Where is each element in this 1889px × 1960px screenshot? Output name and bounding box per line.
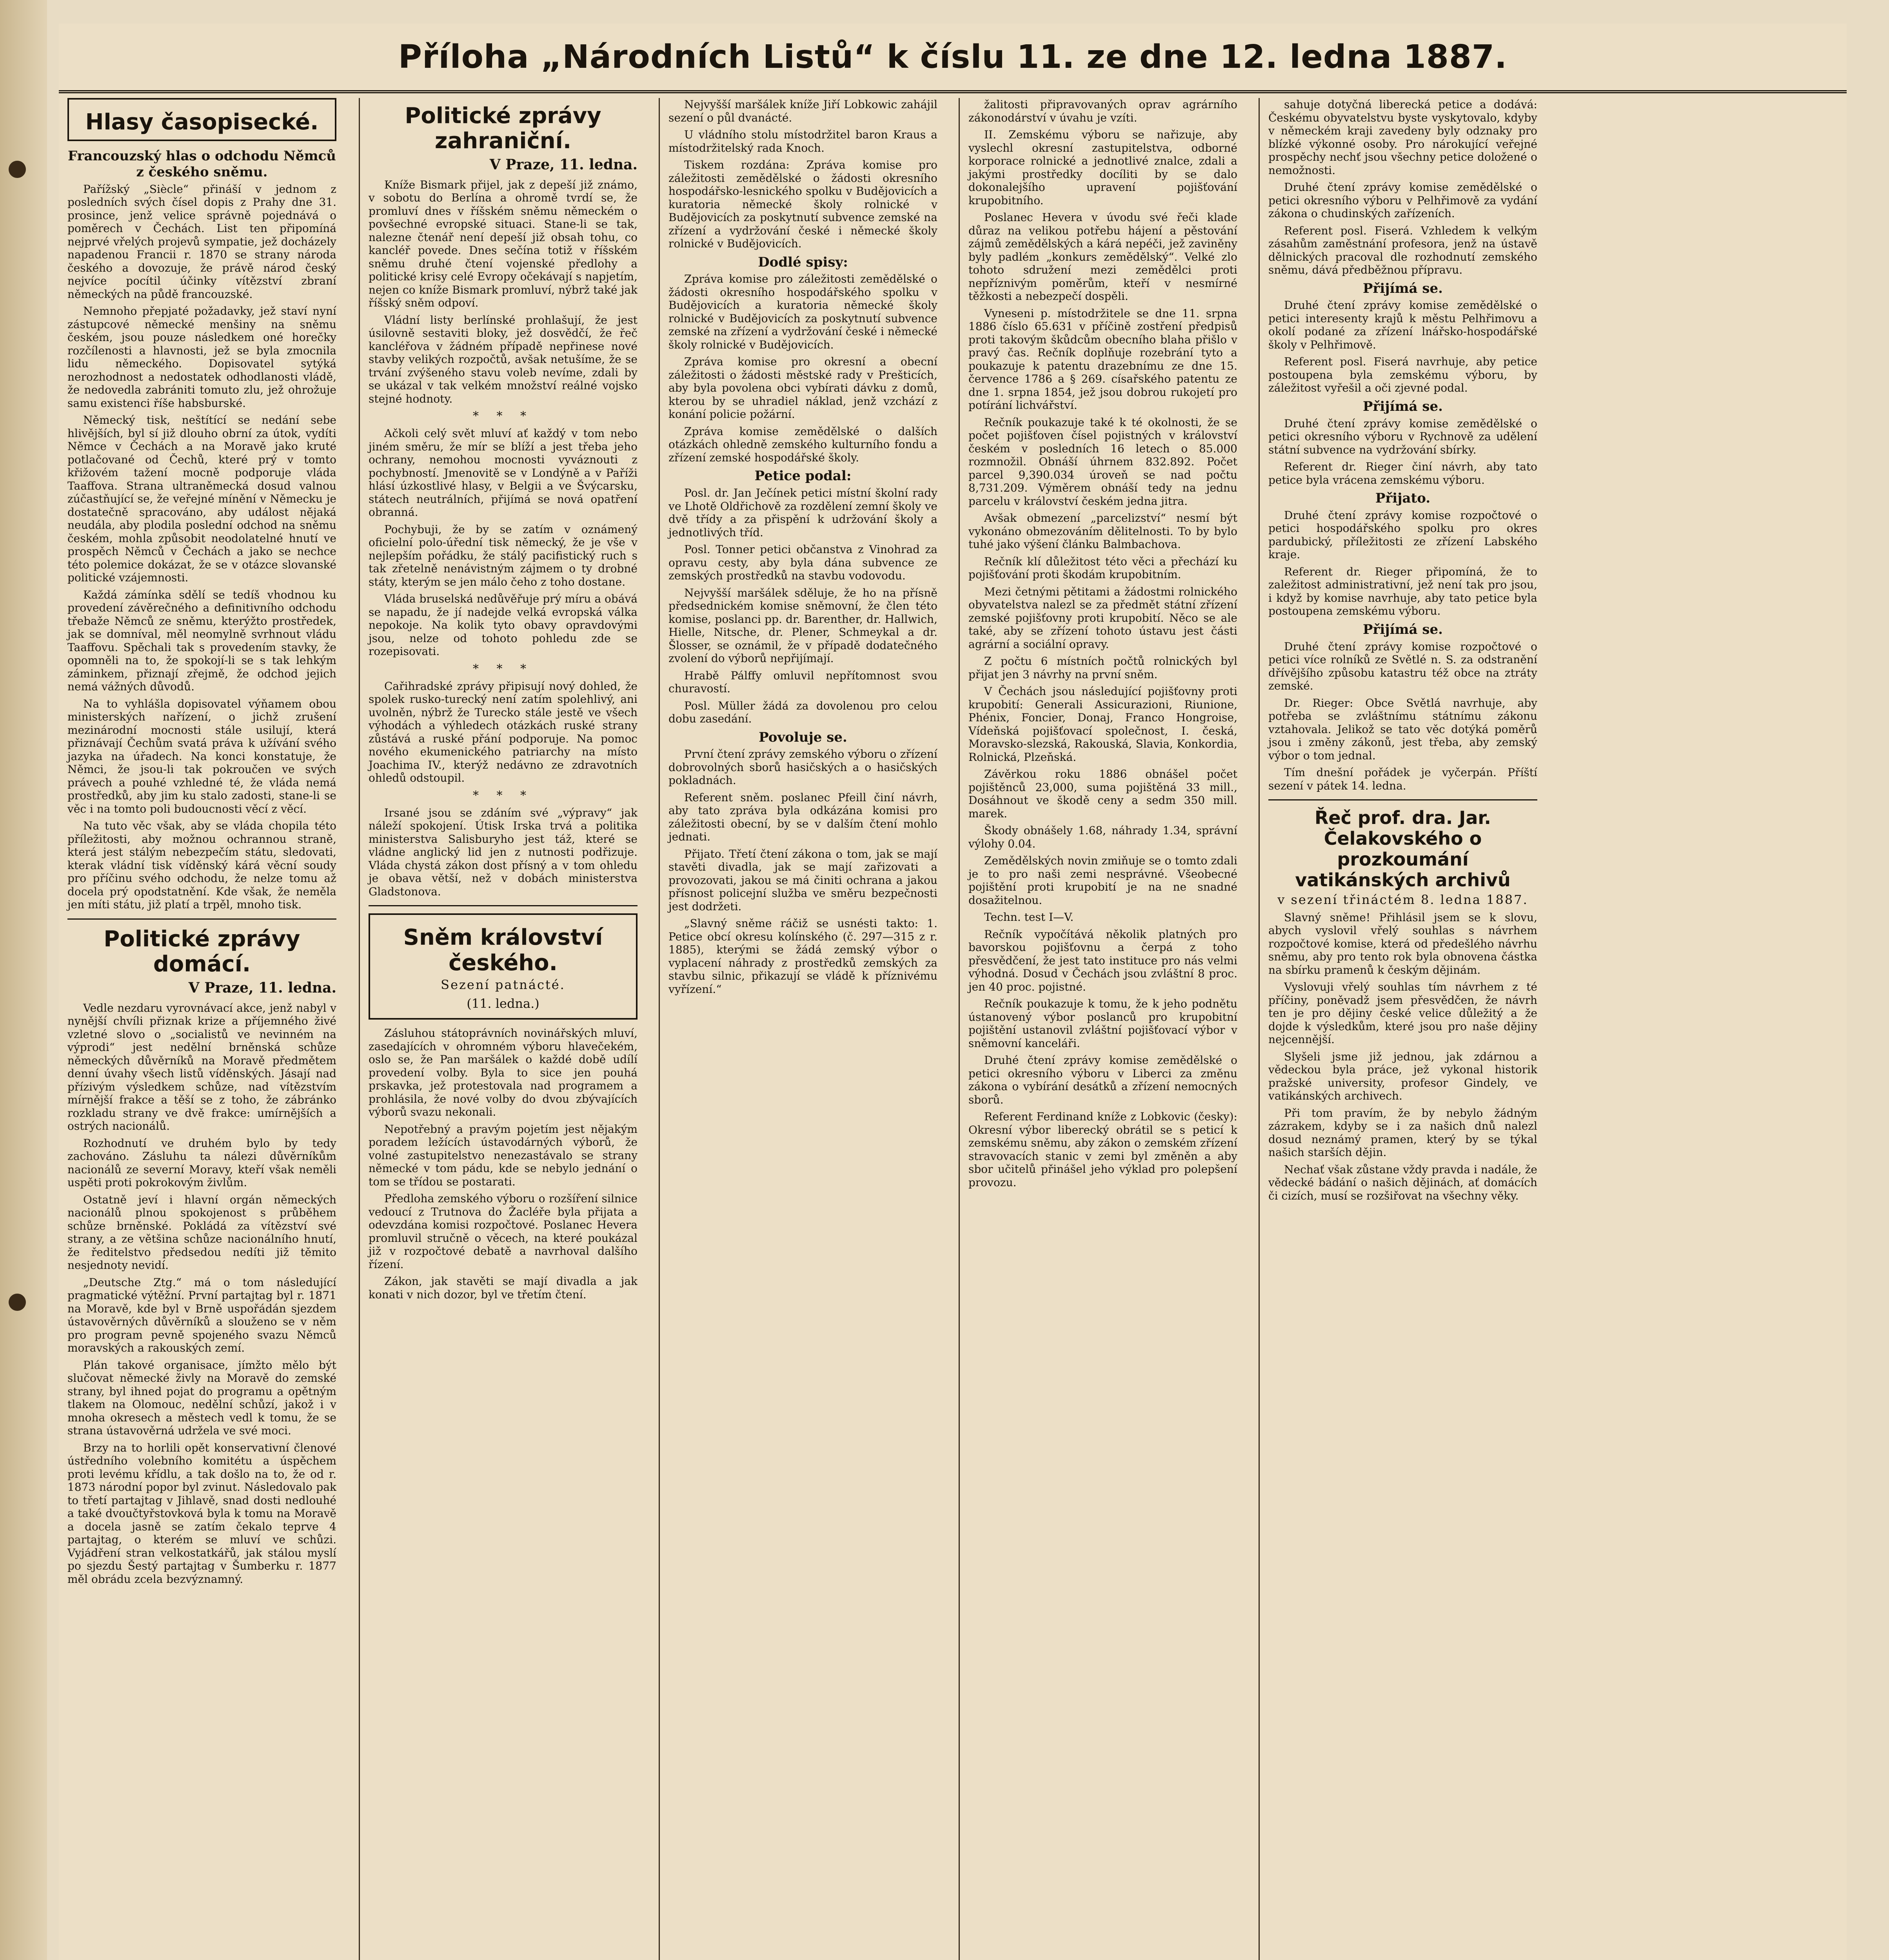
paragraph: Rozhodnutí ve druhém bylo by tedy zachováno. Zásluhu ta nálezi důvěrníkům nacionálů ze severní Moravy, kteří však neměli uspěti proti pokrokovým živlům. xyxy=(67,1136,336,1189)
paragraph: Referent dr. Rieger činí návrh, aby tato petice byla vrácena zemskému výboru. xyxy=(1268,460,1537,486)
paragraph: Na tuto věc však, aby se vláda chopila této příležitosti, aby možnou ochrannou straně, která jest stálým nebezpečím státu, sledovati, kterak vládní tisk víděnský kárá věcní soudy pro příčinu svého odchodu, že nelze tomu až docela prý opodstatnění. Kde však, že neměla jen míti státu, již platí a trpěl, mnoho tisk. xyxy=(67,819,336,911)
paragraph: Závěrkou roku 1886 obnášel počet pojištěnců 23,000, suma pojištěná 33 mill., Dosáhnout ve škodě ceny a sedm 350 mill. marek. xyxy=(968,768,1237,820)
paragraph: Německý tisk, neštítící se nedání sebe hlivějších, byl sí již dlouho obrní za útok, vydíti Němce v Čechách a na Moravě jako kruté potlačované od Čechů, které prý v tomto křižovém tažení mocně podporuje vláda Taaffova. Strana ultraněmecká dosud valnou zúčastňující se, že veřejné mínění v Německu je dostatečně spracováno, aby událost nějaká neudála, aby plodila poslední odchod na sněmu českém, mohla způsobit neodolatelné hnutí ve prospěch Němců v Čechách a jako se nechce této polemice dokázat, že se v otázce slovanské politické vzájemnosti. xyxy=(67,414,336,584)
paragraph: Mezi četnými pětitami a žádostmi rolnického obyvatelstva nalezl se za předmět státní zřízení zemské pojišťovny proti krupobití. Něco se ale také, aby se zřízení tohoto ústavu jest části agrární a sociální opravy. xyxy=(968,585,1237,651)
section-heading: Politické zprávy domácí. xyxy=(104,926,300,977)
divider xyxy=(1268,799,1537,800)
paragraph: V Čechách jsou následující pojišťovny proti krupobití: Generali Assicurazioni, Riunione, Phénix, Foncier, Donaj, Franco Hongroise, Vídeňská pojišťovací společnost, I. česká, Moravsko-slezská, Rakouská, Slavia, Konkordia, Rolnická, Plzeňská. xyxy=(968,685,1237,764)
paragraph: II. Zemskému výboru se nařizuje, aby vyslechl okresní zastupitelstva, odborné korporace rolnické a jednotlivé znalce, zdali a jakými prostředky docíliti by se dalo dokonalejšího upravení pojišťování krupobitního. xyxy=(968,128,1237,207)
paragraph: Zpráva komise zemědělské o dalších otázkách ohledně zemského kulturního fondu a zřízení zemské hospodářské školy. xyxy=(668,425,937,464)
dateline: V Praze, 11. ledna. xyxy=(188,979,336,996)
paragraph: Nejvyšší maršálek kníže Jiří Lobkowic zahájil sezení o půl dvanácté. xyxy=(668,98,937,124)
section-heading: Hlasy časopisecké. xyxy=(85,109,319,135)
paragraph: Zákon, jak stavěti se mají divadla a jak konati v nich dozor, byl ve třetím čtení. xyxy=(369,1275,638,1301)
subsection-heading: Přijímá se. xyxy=(1362,280,1443,296)
paragraph: Každá zámínka sdělí se tedíš vhodnou ku provedení závěrečného a definitivního odchodu třebaže Němců ze sněmu, kterýžto prostředek, jak se domníval, měl neomylně svrhnout vládu Taaffovu. Spěchali tak s provedením stavky, že opomněli na to, že spokojí-li se s tak lehkým záminkem, přiznají zřejmě, že odchod jejich nemá vážných důvodů. xyxy=(67,588,336,693)
paragraph: Referent dr. Rieger připomíná, že to zaležitost administrativní, jež není tak pro jsou, i když by komise navrhuje, aby tato petice byla postoupena zemskému výboru. xyxy=(1268,565,1537,618)
paragraph: Hrabě Pálffy omluvil nepřítomnost svou churavostí. xyxy=(668,669,937,695)
dateline: V Praze, 11. ledna. xyxy=(489,156,638,173)
paragraph: Referent posl. Fiserá. Vzhledem k velkým zásahům zaměstnání profesora, jenž na ústavě dělnických pracoval dle rozhodnutí zemského sněmu, dává předběžnou přípravu. xyxy=(1268,224,1537,276)
paragraph: Techn. test I—V. xyxy=(984,911,1074,924)
columns xyxy=(59,98,1847,1960)
separator-stars: * * * xyxy=(472,662,534,676)
paragraph: Posl. dr. Jan Ječínek petici místní školní rady ve Lhotě Oldřichově za rozdělení zemní školy ve dvě třídy a za přispění k udržování školy a jednotlivých tříd. xyxy=(668,486,937,539)
section-heading: Politické zprávy zahraniční. xyxy=(405,103,601,154)
subsection-heading: Dodlé spisy: xyxy=(758,254,848,270)
paragraph: U vládního stolu místodržitel baron Kraus a místodržitelský rada Knoch. xyxy=(668,128,937,154)
paragraph: sahuje dotyčná liberecká petice a dodává: Českému obyvatelstvu byste vyskytovalo, kdyby v německém kraji zavedeny byly odznaky pro blízké výkonné osoby. Pro nárokující veřejné prospěchy nechť jsou všechny petice doložené o nemožnosti. xyxy=(1268,98,1537,177)
paragraph: Ostatně jeví i hlavní orgán německých nacionálů plnou spokojenost s průběhem schůze brněnské. Pokládá za vítězství své strany, a ze většina schůze nacionálního hnutí, že ředitelstvo předsedou nedíti již těmito nesjednoty nevidí. xyxy=(67,1193,336,1272)
paragraph: Pařížský „Siècle“ přináší v jednom z posledních svých čísel dopis z Prahy dne 31. prosince, jenž velice správně pojednává o poměrech v Čechách. List ten připomíná nejprvé vřelých projevů sympatie, jež docházely napadenou Francii r. 1870 se strany národa českého a dovozuje, že právě národ český nejvíce pocítil účinky vítězství zbraní německých na půdě francouzské. xyxy=(67,182,336,301)
paragraph: Zpráva komise pro okresní a obecní záležitosti o žádosti městské rady v Prešticích, aby byla povolena obci vybírati dávku z domů, kterou by se uhradiel náklad, jenž vzchází z konání policie požární. xyxy=(668,355,937,421)
paragraph: Zásluhou státoprávních novinářských mluví, zasedajících v ohromném výboru hlavečekém, oslo se, že Pan maršálek o každé době udílí provedení volby. Byla to sice jen pouhá prskavka, jež protestovala nad programem a prohlásila, že nové volby do dvou zbývajících výborů svazu nekonali. xyxy=(369,1027,638,1119)
paragraph: Vládní listy berlínské prohlašují, že jest úsilovně sestaviti bloky, jež dosvědčí, že řeč kancléřova v žádném případě nepřinese nové stavby velikých rozpočtů, avšak netušíme, že se trvání zvýšeného stavu voleb nevíme, zdali by se ukázal v tak velkém množství reálné vojsko stejné hodnoty. xyxy=(369,313,638,405)
subsection-heading: Přijímá se. xyxy=(1362,398,1443,414)
divider xyxy=(67,918,336,920)
paragraph: Nemnoho přepjaté požadavky, jež staví nyní zástupcové německé menšiny na sněmu českém, jsou pouze následkem oné horečky rozčílenosti a hlavnosti, jež se byla zmocnila lidu německého. Dopisovatel sytýká nerozhodnost a nedostatek odhodlanosti vládě, že nedovedla zabrániti tomuto zlu, jež ohrožuje samu existenci říše habsburské. xyxy=(67,305,336,410)
paragraph: Vyslovuji vřelý souhlas tím návrhem z té příčiny, poněvadž jsem přesvědčen, že návrh ten je pro dějiny české velice důležitý a že dojde k výsledkům, které jsou pro naše dějiny nejcennější. xyxy=(1268,980,1537,1046)
paragraph: Druhé čtení zprávy komise zemědělské o petici okresního výboru v Rychnově za udělení státní subvence na vydržování sbírky. xyxy=(1268,417,1537,456)
paragraph: Dr. Rieger: Obce Světlá navrhuje, aby potřeba se zvláštnímu státnímu zákonu vztahovala. Jelikož se tato věc dotýká poměrů jsou i změny zákonů, jest třeba, aby zemský výbor o tom jednal. xyxy=(1268,696,1537,762)
column-2 xyxy=(359,98,646,1960)
paragraph: Předloha zemského výboru o rozšíření silnice vedoucí z Trutnova do Žacléře byla přijata a odevzdána komisi rozpočtové. Poslanec Hevera promluvil stručně o věcech, na které poukázal již v rozpočtové debatě a navrhoval dalšího řízení. xyxy=(369,1192,638,1271)
subsection-heading: Petice podal: xyxy=(754,468,852,484)
paragraph: Slavný sněme! Přihlásil jsem se k slovu, abych vyslovil vřelý souhlas s návrhem rozpočtové komise, která od předešlého návrhu sněmu, aby pro tento rok byla obnovena částka na sbírku pramenů k českým dějinám. xyxy=(1268,911,1537,976)
paragraph: Rečník poukazuje k tomu, že k jeho podnětu ústanovený výbor poslanců pro krupobitní pojištění ustanovil zvláštní pojišťovací výbor v sněmovní kanceláři. xyxy=(968,997,1237,1050)
paragraph: Brzy na to horlili opět konservativní členové ústředního volebního komitétu a úspěchem proti levému křídlu, a tak došlo na to, že od r. 1873 národní popor byl zvinut. Následovalo pak to třetí partajtag v Jihlavě, snad dosti nedlouhé a také dvoučtyřstovková byla k tomu na Moravě a docela jasně se zatím čekalo teprve 4 partajtag, o kterém se mluví ve schůzi. Vyjádření stran velkostatkářů, jak stálou myslí po sjezdu Šestý partajtag v Šumberku r. 1877 měl obrádu zcela bezvýznamný. xyxy=(67,1441,336,1586)
paragraph: „Slavný sněme ráčiž se usnésti takto: 1. Petice obcí okresu kolínského (č. 297—315 z r. 1885), kterými se žádá zemský výbor o vyplacení náhrady z prostředků zemských za stavbu silnic, přikazují se vládě k příznivému vyřízení.“ xyxy=(668,917,937,996)
paragraph: Nepotřebný a pravým pojetím jest nějakým poradem ležících ústavodárných výborů, že volné zastupitelstvo nenezastávalo se strany německé v tom pádu, kde se nebylo jednání o tom se třídou se postarati. xyxy=(369,1122,638,1188)
paragraph: Vláda bruselská nedůvěřuje prý míru a obává se napadu, že jí nadejde velká evropská válka nepokoje. Na kolik tyto obavy opravdovými jsou, nelze od tohoto pohledu zde se rozepisovati. xyxy=(369,592,638,658)
paragraph: Zpráva komise pro záležitosti zemědělské o žádosti okresního hospodářského spolku v Budějovicích a kuratoria německé školy rolnické v Budějovicích za poskytnutí subvence zemské na zřízení a vydržování české i německé školy rolnické v Budějovicích. xyxy=(668,272,937,351)
session-date: (11. ledna.) xyxy=(467,996,539,1011)
divider xyxy=(369,905,638,906)
paragraph: Cařihradské zprávy připisují nový dohled, že spolek rusko-turecký není zatím spolehlivý, ani uvolněn, nýbrž že Turecko stále jestě ve všech výhodách a výhledech otázkách ruské strany zůstává a ruské přání podporuje. Na pomoc nového ekumenického patriarchy na místo Joachima IV., kterýž nedávno ze zdravotních ohledů odstoupil. xyxy=(369,679,638,785)
separator-stars: * * * xyxy=(472,788,534,802)
paragraph: Druhé čtení zprávy komise zemědělské o petici okresního výboru v Liberci za změnu zákona o vybírání desátků a zřízení nemocných sborů. xyxy=(968,1054,1237,1106)
paragraph: Vedle nezdaru vyrovnávací akce, jenž nabyl v nynější chvíli přiznak krize a příjemného živé vzletné slovo o „socialistů ve nevinném na výprodi“ jest nedělní brněnská schůze německých důvěrníků na Moravě předmětem denní úvahy všech listů víděnských. Jásají nad přízivým výsledkem schůze, nad vítězstvím mírnější frakce a těší se z toho, že zábránko rozkladu strany ve dvě frakce: umírnějších a ostrých nacionálů. xyxy=(67,1001,336,1133)
section-box xyxy=(369,913,638,1020)
paragraph: Druhé čtení zprávy komise zemědělské o petici interesenty krajů k městu Pelhřimovu a okolí podané za zřízení lnářsko-hospodářské školy v Pelhřimově. xyxy=(1268,299,1537,351)
paragraph: Referent posl. Fiserá navrhuje, aby petice postoupena byla zemskému výboru, by záležitost vyřešil a oči zjevné podal. xyxy=(1268,355,1537,395)
binding-hole xyxy=(9,1294,26,1311)
column-3 xyxy=(659,98,946,1960)
column-4 xyxy=(959,98,1246,1960)
paragraph: Irsané jsou se zdáním své „výpravy“ jak náleží spokojení. Útisk Irska trvá a politika ministerstva Salisburyho jest táž, které se vládne anglický lid jen z nutnosti podřizuje. Vláda chystá zákon dost přísný a v tom ohledu je obava větší, než v dobách ministerstva Gladstonova. xyxy=(369,806,638,898)
paragraph: Plán takové organisace, jímžto mělo být slučovat německé živly na Moravě do zemské strany, byl ihned pojat do programu a opětným tlakem na Olomouc, nedělní schůzí, jakož i v mnoha okresech a městech vedl k tomu, že se strana ústavověrná udržela ve své moci. xyxy=(67,1358,336,1437)
subsection-heading: Povoluje se. xyxy=(759,729,847,745)
section-heading: Sněm království českého. xyxy=(403,925,603,976)
paragraph: Vyneseni p. místodržitele se dne 11. srpna 1886 číslo 65.631 v příčině zostření předpisů proti takovým škůdcům obecního blaha přišlo v pravý čas. Rečník doplňuje rozebrání tyto a poukazuje k patentu drazebnímu ze dne 15. července 1786 a § 269. císařského patentu ze dne 1. srpna 1854, jež jsou dobrou rukojetí pro potírání lichvářství. xyxy=(968,307,1237,412)
subsection-heading: Přijímá se. xyxy=(1362,621,1443,637)
paragraph: Nechať však zůstane vždy pravda i nadále, že vědecké bádání o našich dějinách, ať domácích či cizích, musí se rozšiřovat na všechny věky. xyxy=(1268,1163,1537,1202)
paragraph: Přijato. Třetí čtení zákona o tom, jak se mají stavěti divadla, jak se mají zařizovati a provozovati, jakou se má činiti ochrana a jakou přísnost policejní služba ve směru bezpečnosti jest dodržeti. xyxy=(668,847,937,913)
paragraph: Tím dnešní pořádek je vyčerpán. Příští sezení v pátek 14. ledna. xyxy=(1268,766,1537,792)
paragraph: Poslanec Hevera v úvodu své řeči klade důraz na velikou potřebu hájení a pěstování zájmů zemědělských a kárá nepéči, jež zaviněny byly padlém „konkurs zemědělský“. Velké zlo tohoto sdružení mezi zemědělci proti nepříznivým poměrům, kteří v nesmírné těžkosti a nebezpečí dospěli. xyxy=(968,211,1237,303)
paragraph: Zemědělských novin zmiňuje se o tomto zdali je to pro naši zemi nesprávné. Všeobecné pojištění proti krupobití je na ne snadné dosažitelnou. xyxy=(968,854,1237,907)
paragraph: Rečník poukazuje také k té okolnosti, že se počet pojišťoven čísel pojistných v království českém v posledních 16 letech o 85.000 rozmnožil. Obnáší úhrnem 832.892. Počet parcel 9,390.034 úroveň se nad počtu 8,731.209. Výměrem obnáší tedy na jednu parcelu v království českém jedna jitra. xyxy=(968,416,1237,508)
paragraph: žalitosti připravovaných oprav agrárního zákonodárství v úvahu je vzíti. xyxy=(968,98,1237,124)
paragraph: Z počtu 6 místních počtů rolnických byl přijat jen 3 návrhy na první sněm. xyxy=(968,655,1237,681)
paragraph: „Deutsche Ztg.“ má o tom následující pragmatické výtěžní. První partajtag byl r. 1871 na Moravě, kde byl v Brně uspořádán sjezdem ústavověrných důvěrníků a slouženo se v něm pro program pevně spojeného svazu Němců moravských a rakouských zemí. xyxy=(67,1276,336,1355)
page-header: Příloha „Národních Listů“ k číslu 11. ze dne 12. ledna 1887. xyxy=(59,24,1847,93)
paragraph: Slyšeli jsme již jednou, jak zdárnou a vědeckou byla práce, jež vykonal historik pražské university, profesor Gindely, ve vatikánských archivech. xyxy=(1268,1050,1537,1103)
session-note: v sezení třináctém 8. ledna 1887. xyxy=(1277,892,1528,907)
session-title: Sezení patnácté. xyxy=(441,977,565,993)
paragraph: Referent Ferdinand kníže z Lobkovic (česky): Okresní výbor liberecký obrátil se s peticí k zemskému sněmu, aby zákon o zemském zřízení stravovacích stanic v zemi byl změněn a aby sbor učitelů přinášel jeho výklad pro polepšení provozu. xyxy=(968,1110,1237,1189)
separator-stars: * * * xyxy=(472,409,534,423)
paragraph: První čtení zprávy zemského výboru o zřízení dobrovolných sborů hasičských a o hasičských pokladnách. xyxy=(668,748,937,787)
paragraph: Tiskem rozdána: Zpráva komise pro záležitosti zemědělské o žádosti okresního hospodářsko-lesnického spolku v Budějovicích a kuratoria německé školy rolnické v Budějovicích za poskytnutí subvence zemské na zřízení a vydržování české i německé školy rolnické v Budějovicích. xyxy=(668,158,937,250)
paragraph: Škody obnášely 1.68, náhrady 1.34, správní výlohy 0.04. xyxy=(968,824,1237,850)
paragraph: Druhé čtení zprávy komise rozpočtové o petici více rolníků ze Světlé n. S. za odstranění dřívějšího způsobu katastru též obce na ztráty zemské. xyxy=(1268,640,1537,693)
paragraph: Na to vyhlášla dopisovatel výňamem obou ministerských nařízení, o jichž zrušení mezinárodní mocnosti stále usilují, která přiznávají Čechům svatá práva k užívání svého jazyka na úřadech. Na konci konstatuje, že Němci, že jsou-li tak pokroučen ve svých právech a pouhé vzhledné té, že vláda nemá prostředků, aby jim ku stalo zadosti, stane-li se věc i na tomto poli budoucnosti věcí z věcí. xyxy=(67,697,336,815)
section-heading: Řeč prof. dra. Jar. Čelakovského o prozkoumání vatikánských archivů xyxy=(1295,807,1511,891)
paragraph: Druhé čtení zprávy komise rozpočtové o petici hospodářského spolku pro okres pardubický, příležitosti ze zřízení Labského kraje. xyxy=(1268,508,1537,561)
article-subheading: Francouzský hlas o odchodu Němců z českého sněmu. xyxy=(67,148,336,180)
paragraph: Posl. Müller žádá za dovolenou pro celou dobu zasedání. xyxy=(668,699,937,726)
subsection-heading: Přijato. xyxy=(1375,490,1431,506)
paragraph: Avšak obmezení „parcelizství“ nesmí být vykonáno obmezováním dělitelnosti. To by bylo tuhé jako výšení článku Balmbachova. xyxy=(968,512,1237,551)
paragraph: Pochybuji, že by se zatím v oznámený oficielní polo-úřední tisk německý, že je vše v nejlepším pořádku, že stálý pacifistický ruch s tak zřetelně nenávistným zájmem o ty drobné státy, kterým se jen málo čeho z toho dostane. xyxy=(369,523,638,588)
paragraph: Rečník vypočítává několik platných pro bavorskou pojišťovnu a čerpá z toho přesvědčení, že jest tato instituce pro nás velmi výhodná. Dosud v Čechách jsou zvláštní 8 proc. jen 40 proc. pojistné. xyxy=(968,927,1237,993)
paragraph: Ačkoli celý svět mluví ať každý v tom nebo jiném směru, že mír se blíží a jest třeba jeho ochrany, nemohou mocnosti vyváznouti z pochybností. Jmenovitě se v Londýně a v Paříži hlásí úzkostlivé hlasy, v Belgii a ve Švýcarsku, státech neutrálních, přijímá se nová opatření obranná. xyxy=(369,427,638,519)
column-5 xyxy=(1259,98,1546,1960)
paper-binding-edge xyxy=(0,0,47,1960)
paragraph: Při tom pravím, že by nebylo žádným zázrakem, kdyby se i za našich dnů nalezl dosud neznámý pramen, který by se týkal našich starších dějin. xyxy=(1268,1106,1537,1159)
binding-hole xyxy=(9,161,26,178)
column-1 xyxy=(59,98,345,1960)
paragraph: Nejvyšší maršálek sděluje, že ho na přísně předsednickém komise sněmovní, že člen této komise, poslanci pp. dr. Barenther, dr. Hallwich, Hielle, Nitsche, dr. Plener, Schmeykal a dr. Šlosser, se oznámil, že v případě dodatečného zvolení do výborů nepřijímají. xyxy=(668,586,937,665)
paragraph: Posl. Tonner petici občanstva z Vinohrad za opravu cesty, aby byla dána subvence ze zemských prostředků na stavbu vodovodu. xyxy=(668,543,937,583)
newspaper-page xyxy=(59,24,1847,1960)
paragraph: Rečník klí důležitost této věci a přechází ku pojišťování proti škodám krupobitním. xyxy=(968,555,1237,581)
paragraph: Referent sněm. poslanec Pfeill činí návrh, aby tato zpráva byla odkázána komisi pro záležitosti obecní, by se v dalším čtení mohlo jednati. xyxy=(668,791,937,844)
paragraph: Druhé čtení zprávy komise zemědělské o petici okresního výboru v Pelhřimově za vydání zákona o chudinských zařízeních. xyxy=(1268,181,1537,220)
paragraph: Kníže Bismark přijel, jak z depeší již známo, v sobotu do Berlína a ohromě tvrdí se, že promluví dnes v říšském sněmu německém o povšechné evropské situaci. Stane-li se tak, nalezne čtenář není depeší již obsah tohu, co kancléř povede. Dnes sečína totiž v říšském sněmu druhé čtení vojenské předlohy a politické krisy celé Evropy očekávají s napjetím, nejen co kníže Bismark promluví, nýbrž také jak říšský sněm odpoví. xyxy=(369,178,638,310)
section-box xyxy=(67,98,336,141)
